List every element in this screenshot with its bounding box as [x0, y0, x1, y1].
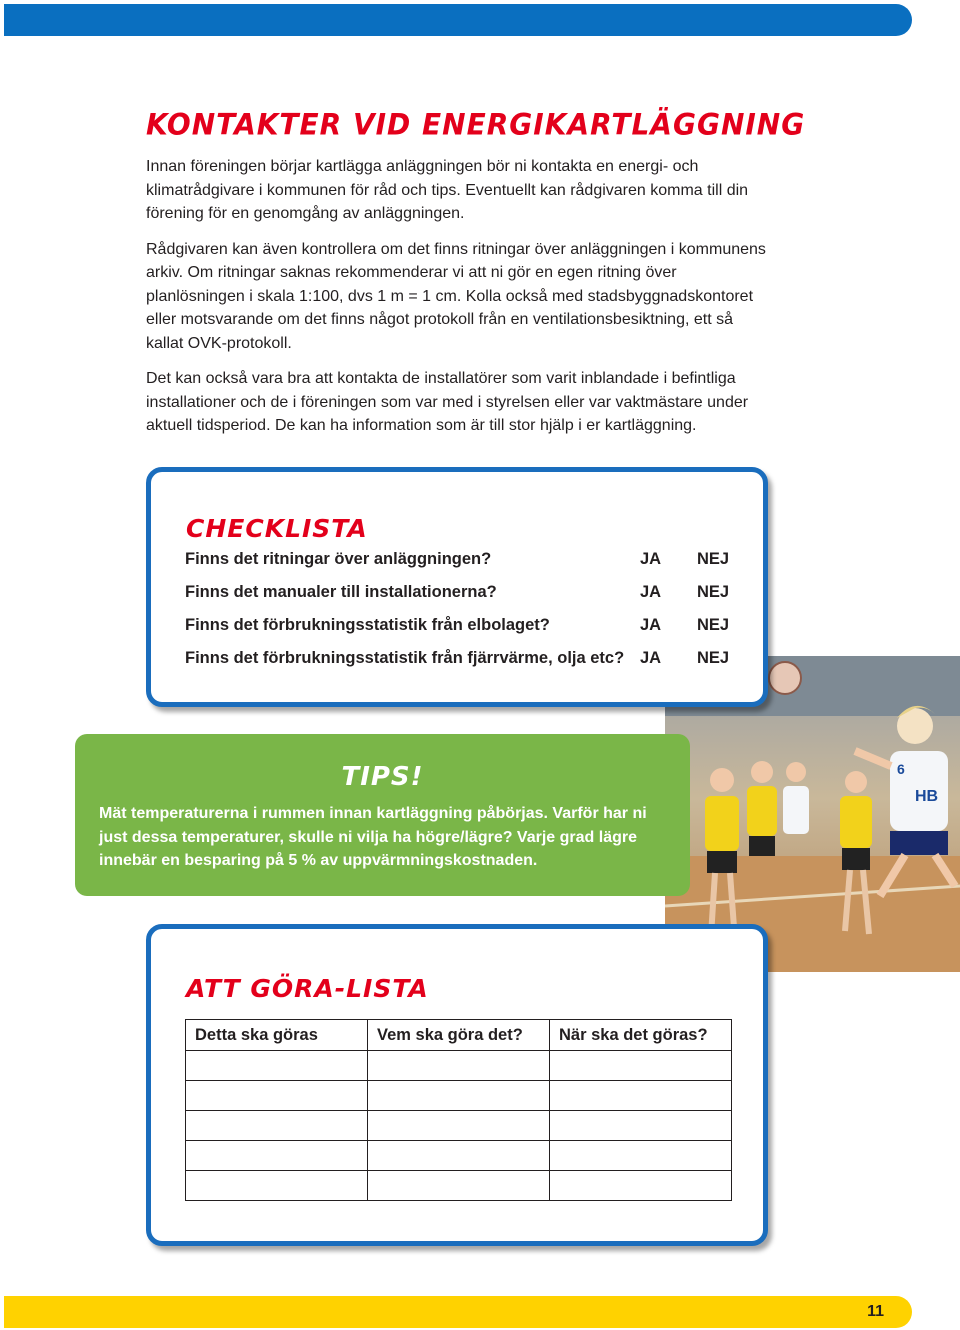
checklist-title: CHECKLISTA — [186, 514, 368, 543]
todo-cell[interactable] — [186, 1141, 368, 1171]
todo-row — [186, 1081, 732, 1111]
todo-cell[interactable] — [550, 1141, 732, 1171]
checklist-no-option[interactable]: NEJ — [697, 649, 730, 667]
todo-cell[interactable] — [368, 1051, 550, 1081]
footer-bar — [4, 1296, 912, 1328]
page-number: 11 — [867, 1303, 884, 1320]
todo-cell[interactable] — [186, 1081, 368, 1111]
intro-paragraph-3: Det kan också vara bra att kontakta de installatörer som varit inblandade i befintliga installationer och de i föreningen som var med i styrelsen eller var vaktmästare under aktuell tidsperiod. De kan ha information som är till stor hjälp i er kartläggning. — [146, 370, 749, 434]
page-title: KONTAKTER VID ENERGIKARTLÄGGNING — [146, 107, 806, 142]
checklist-question: Finns det manualer till installationerna? — [185, 583, 497, 601]
todo-cell[interactable] — [368, 1081, 550, 1111]
checklist-question: Finns det förbrukningsstatistik från fjärrvärme, olja etc? — [185, 649, 625, 667]
todo-cell[interactable] — [550, 1171, 732, 1201]
todo-row — [186, 1171, 732, 1201]
svg-text:6: 6 — [897, 761, 905, 777]
checklist-no-option[interactable]: NEJ — [697, 550, 730, 568]
checklist-yes-option[interactable]: JA — [640, 616, 662, 634]
tips-text: Mät temperaturerna i rummen innan kartläggning påbörjas. Varför har ni just dessa temperaturer, skulle ni vilja ha högre/lägre? Varje grad lägre innebär en besparing på 5 % av uppvärmningskostnaden. — [99, 805, 647, 869]
todo-column-header: Vem ska göra det? — [368, 1020, 550, 1051]
header-bar — [4, 4, 912, 36]
todo-column-header: Detta ska göras — [186, 1020, 368, 1051]
todo-row — [186, 1111, 732, 1141]
checklist-no-option[interactable]: NEJ — [697, 583, 730, 601]
checklist-yes-option[interactable]: JA — [640, 550, 662, 568]
todo-cell[interactable] — [550, 1081, 732, 1111]
todo-column-header: När ska det göras? — [550, 1020, 732, 1051]
intro-paragraph-1: Innan föreningen börjar kartlägga anläggningen bör ni kontakta en energi- och klimatrådgivare i kommunen för råd och tips. Eventuellt kan rådgivaren komma till din förening för en genomgång av anläggningen. — [146, 158, 749, 222]
intro-text — [146, 155, 771, 450]
intro-paragraph-2: Rådgivaren kan även kontrollera om det finns ritningar över anläggningen i kommunens arkiv. Om ritningar saknas rekommenderar vi att ni gör en egen ritning över planlösningen i skala 1:100, dvs 1 m = 1 cm. Kolla också med stadsbyggnadskontoret eller motsvarande om det finns något protokoll från en ventilationsbesiktning, ett så kallat OVK-protokoll. — [146, 240, 766, 352]
tips-title: TIPS! — [341, 762, 424, 792]
todo-cell[interactable] — [550, 1111, 732, 1141]
todo-title: ATT GÖRA-LISTA — [186, 974, 429, 1003]
todo-row — [186, 1141, 732, 1171]
svg-text:HB: HB — [915, 788, 939, 805]
checklist-question: Finns det ritningar över anläggningen? — [185, 550, 492, 568]
todo-header-row — [186, 1020, 732, 1051]
todo-cell[interactable] — [368, 1111, 550, 1141]
checklist-yes-option[interactable]: JA — [640, 649, 662, 667]
todo-cell[interactable] — [186, 1171, 368, 1201]
tips-box — [75, 734, 690, 896]
todo-cell[interactable] — [186, 1051, 368, 1081]
todo-box — [146, 924, 768, 1246]
todo-row — [186, 1051, 732, 1081]
todo-cell[interactable] — [550, 1051, 732, 1081]
checklist-no-option[interactable]: NEJ — [697, 616, 730, 634]
todo-cell[interactable] — [368, 1141, 550, 1171]
checklist-question: Finns det förbrukningsstatistik från elbolaget? — [185, 616, 550, 634]
checklist-box — [146, 467, 768, 707]
todo-cell[interactable] — [368, 1171, 550, 1201]
todo-table — [185, 1019, 732, 1201]
todo-cell[interactable] — [186, 1111, 368, 1141]
checklist-yes-option[interactable]: JA — [640, 583, 662, 601]
